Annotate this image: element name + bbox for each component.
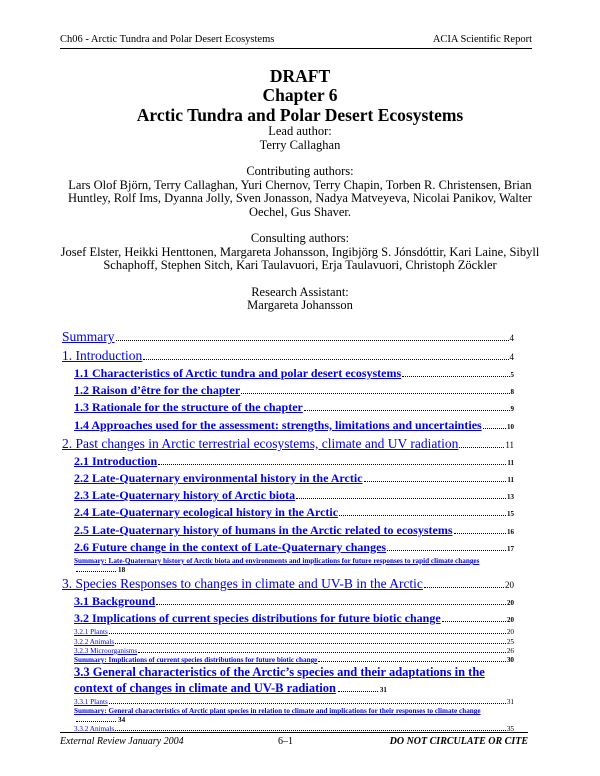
toc-dot-leader (115, 643, 506, 644)
toc-entry-link[interactable]: 3.3.2 Animals (74, 725, 115, 734)
toc-entry-link[interactable]: Summary: General characteristics of Arctic plant species in relation to climate and implications for their responses to climate change (74, 707, 481, 716)
toc-dot-leader (109, 633, 506, 634)
toc-dot-leader (156, 604, 506, 605)
toc-dot-leader (138, 652, 506, 653)
toc-entry[interactable] (62, 611, 514, 628)
lead-author: Terry Callaghan (259, 137, 341, 152)
toc-page-number: 34 (118, 716, 126, 725)
toc-entry[interactable] (62, 471, 514, 488)
toc-page-number: 4 (509, 333, 514, 343)
contributing-authors-line: Huntley, Rolf Ims, Dyanna Jolly, Sven Jonasson, Nadya Matveyeva, Nicolai Panikov, Walter (68, 191, 532, 205)
toc-entry[interactable] (62, 435, 514, 454)
toc-entry-link[interactable]: 3.3.1 Plants (74, 698, 108, 707)
toc-dot-leader (143, 359, 508, 360)
lead-author-label: Lead author: (268, 124, 332, 138)
toc-page-number: 4 (509, 352, 514, 362)
draft-label: DRAFT (269, 66, 331, 86)
header-chapter-title: Ch06 - Arctic Tundra and Polar Desert Ecosystems (60, 34, 275, 45)
toc-page-number: 8 (510, 388, 514, 397)
toc-page-number: 11 (507, 476, 514, 485)
toc-entry[interactable] (62, 366, 514, 383)
toc-entry-link[interactable]: 2.1 Introduction (74, 453, 158, 468)
toc-dot-leader (338, 691, 378, 692)
title-block (60, 67, 540, 313)
research-assistant: Margareta Johansson (247, 298, 353, 312)
toc-page-number: 20 (507, 616, 514, 625)
toc-entry-link[interactable]: Summary: Implications of current species distributions for future biotic change (74, 656, 318, 665)
toc-dot-leader (76, 721, 116, 722)
toc-dot-leader (402, 376, 509, 377)
toc-entry[interactable] (62, 698, 514, 707)
page-footer (60, 732, 528, 749)
toc-dot-leader (116, 340, 509, 341)
contributing-authors-line: Lars Olof Björn, Terry Callaghan, Yuri Chernov, Terry Chapin, Torben R. Christensen, Brian (68, 177, 532, 192)
research-assistant-label: Research Assistant: (251, 284, 349, 299)
toc-page-number: 11 (507, 458, 514, 467)
footer-notice: DO NOT CIRCULATE OR CITE (389, 736, 528, 747)
footer-page-number: 6–1 (278, 736, 293, 747)
table-of-contents (62, 328, 514, 735)
toc-entry[interactable] (62, 656, 514, 665)
toc-page-number: 11 (505, 439, 514, 450)
toc-page-number: 35 (506, 725, 514, 734)
toc-entry[interactable] (62, 628, 514, 637)
toc-page-number: 5 (510, 371, 514, 379)
toc-page-number: 30 (506, 656, 514, 665)
toc-dot-leader (387, 550, 506, 551)
consulting-authors-line: Schaphoff, Stephen Sitch, Kari Taulavuori, Erja Taulavuori, Christoph Zöckler (103, 258, 497, 272)
consulting-authors-line: Josef Elster, Heikki Henttonen, Margareta Johansson, Ingibjörg S. Jónsdóttir, Kari Laine, Sibyll (60, 244, 540, 259)
toc-entry[interactable] (62, 488, 514, 505)
toc-page-number: 16 (507, 527, 514, 536)
chapter-title: Arctic Tundra and Polar Desert Ecosystems (136, 105, 464, 125)
toc-entry[interactable] (62, 557, 514, 575)
toc-page-number: 15 (507, 510, 514, 519)
toc-entry-link[interactable]: 3.2.2 Animals (74, 637, 115, 646)
toc-entry[interactable] (62, 540, 514, 557)
toc-entry-link[interactable]: 2.3 Late-Quaternary history of Arctic biota (74, 488, 296, 503)
toc-dot-leader (454, 533, 506, 534)
toc-entry-link[interactable]: 1.4 Approaches used for the assessment: strengths, limitations and uncertainties (74, 417, 482, 432)
toc-entry-link[interactable]: 1.2 Raison d’être for the chapter (74, 383, 241, 398)
toc-dot-leader (296, 498, 506, 499)
toc-entry[interactable] (62, 418, 514, 435)
toc-entry-link[interactable]: 2.6 Future change in the context of Late-Quaternary changes (74, 539, 387, 554)
toc-page-number: 10 (507, 422, 514, 431)
consulting-authors-label: Consulting authors: (250, 231, 350, 245)
toc-entry-link[interactable]: 2.2 Late-Quaternary environmental history in the Arctic (74, 471, 363, 486)
footer-review-date: External Review January 2004 (60, 736, 184, 747)
toc-entry[interactable] (62, 505, 514, 522)
toc-entry-link[interactable]: Summary (62, 329, 115, 344)
toc-entry-link[interactable]: 3. Species Responses to changes in climate and UV-B in the Arctic (62, 576, 423, 592)
toc-dot-leader (459, 447, 504, 448)
chapter-number: Chapter 6 (262, 85, 338, 105)
toc-entry-link[interactable]: 3.2.3 Microorganisms (74, 646, 138, 655)
toc-page-number: 18 (118, 566, 126, 575)
toc-entry[interactable] (62, 328, 514, 347)
toc-entry[interactable] (62, 575, 514, 594)
toc-dot-leader (304, 410, 510, 411)
header-report-title: ACIA Scientific Report (432, 34, 532, 45)
toc-entry[interactable] (62, 707, 514, 725)
toc-page-number: 20 (507, 599, 514, 608)
toc-page-number: 25 (506, 637, 514, 646)
toc-entry[interactable] (62, 383, 514, 400)
toc-page-number: 31 (379, 685, 387, 694)
toc-dot-leader (339, 515, 506, 516)
toc-entry[interactable] (62, 454, 514, 471)
toc-dot-leader (109, 703, 506, 704)
toc-page-number: 13 (507, 493, 514, 502)
toc-entry[interactable] (62, 638, 514, 647)
toc-dot-leader (442, 621, 506, 622)
toc-entry[interactable] (62, 665, 514, 698)
toc-page-number: 20 (505, 580, 514, 591)
toc-dot-leader (318, 661, 505, 662)
toc-dot-leader (241, 393, 509, 394)
toc-page-number: 17 (507, 544, 514, 553)
toc-entry-link[interactable]: 2.4 Late-Quaternary ecological history in the Arctic (74, 505, 339, 520)
toc-entry-link[interactable]: 2.5 Late-Quaternary history of humans in the Arctic related to ecosystems (74, 522, 453, 537)
toc-entry-link[interactable]: 1. Introduction (62, 348, 143, 363)
toc-entry-link[interactable]: 3.2 Implications of current species distributions for future biotic change (74, 611, 441, 626)
toc-page-number: 9 (510, 405, 514, 414)
toc-dot-leader (364, 481, 507, 482)
toc-entry[interactable] (62, 594, 514, 611)
toc-dot-leader (158, 464, 506, 465)
toc-entry-link[interactable]: 3.1 Background (74, 594, 156, 609)
toc-entry-link[interactable]: 1.1 Characteristics of Arctic tundra and polar desert ecosystems (74, 366, 402, 380)
toc-entry[interactable] (62, 347, 514, 366)
toc-entry-link[interactable]: 1.3 Rationale for the structure of the chapter (74, 400, 303, 415)
toc-entry[interactable] (62, 400, 514, 417)
toc-dot-leader (76, 571, 116, 572)
toc-entry[interactable] (62, 523, 514, 540)
toc-page-number: 26 (506, 646, 514, 655)
toc-entry-link[interactable]: Summary: Late-Quaternary history of Arctic biota and environments and implications for future responses to rapid climate changes (74, 557, 480, 566)
toc-page-number: 20 (506, 628, 514, 637)
contributing-authors-line: Oechel, Gus Shaver. (248, 204, 352, 219)
toc-dot-leader (483, 428, 506, 429)
toc-entry-link[interactable]: 3.2.1 Plants (74, 628, 108, 637)
toc-entry-link[interactable]: 3.3 General characteristics of the Arctic’s species and their adaptations in the context of changes in climate and UV-B radiation (74, 665, 485, 695)
toc-dot-leader (424, 587, 504, 588)
contributing-authors-label: Contributing authors: (246, 164, 354, 178)
toc-page-number: 31 (506, 698, 514, 707)
toc-entry[interactable] (62, 647, 514, 656)
toc-entry-link[interactable]: 2. Past changes in Arctic terrestrial ecosystems, climate and UV radiation (62, 435, 459, 451)
page-header (60, 34, 532, 49)
